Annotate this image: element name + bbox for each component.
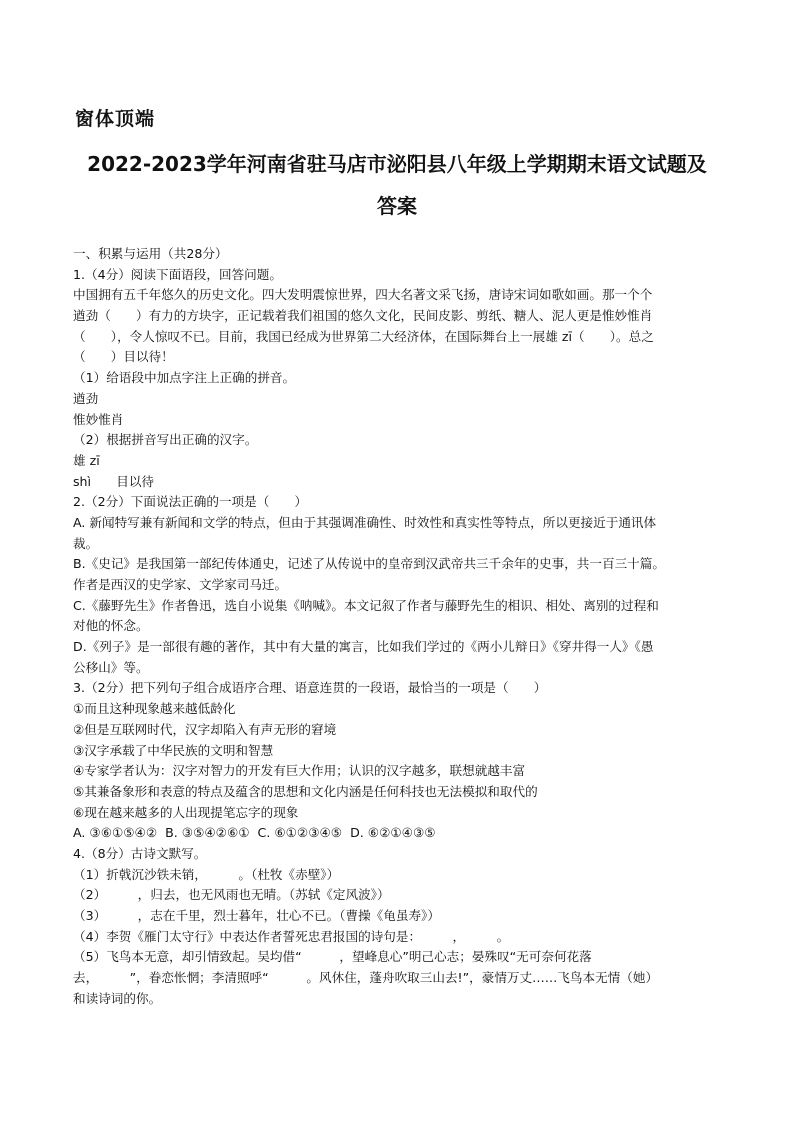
recitation-item: 去， ”，眷恋怅惘；李清照呼“ 。风休住，蓬舟吹取三山去!”，豪情万丈……飞鸟本无情（她） bbox=[73, 970, 659, 986]
passage-line: 遒劲（ ）有力的方块字，正记载着我们祖国的悠久文化，民间皮影、剪纸、糖人、泥人更是惟妙惟肖 bbox=[73, 308, 653, 324]
sentence-item: ②但是互联网时代，汉字却陷入有声无形的窘境 bbox=[73, 721, 337, 737]
passage-line: （ ），令人惊叹不已。目前，我国已经成为世界第二大经济体，在国际舞台上一展雄 zī（ ）。总之 bbox=[73, 328, 654, 344]
recitation-item: （1）折戟沉沙铁未销， 。（杜牧《赤壁》） bbox=[73, 866, 340, 882]
recitation-item: （4）李贺《雁门太守行》中表达作者誓死忠君报国的诗句是： ， 。 bbox=[73, 928, 510, 944]
sentence-item: ①而且这种现象越来越低龄化 bbox=[73, 701, 236, 717]
question-2-stem: 2.（2分）下面说法正确的一项是（ ） bbox=[73, 494, 308, 510]
option-line: 对他的怀念。 bbox=[73, 618, 149, 634]
answer-item: shì 目以待 bbox=[73, 473, 155, 489]
option-line: C.《藤野先生》作者鲁迅，选自小说集《呐喊》。本文记叙了作者与藤野先生的相识、相处、离别的过程和 bbox=[73, 597, 659, 613]
form-top-label: 窗体顶端 bbox=[75, 108, 156, 130]
sentence-item: ④专家学者认为：汉字对智力的开发有巨大作用；认识的汉字越多，联想就越丰富 bbox=[73, 763, 526, 779]
question-4-stem: 4.（8分）古诗文默写。 bbox=[73, 845, 207, 861]
answer-item: 遒劲 bbox=[73, 390, 99, 406]
passage-line: （ ）目以待！ bbox=[73, 349, 174, 365]
recitation-item: （3） ，志在千里，烈士暮年，壮心不已。（曹操《龟虽寿》） bbox=[73, 908, 440, 923]
sentence-item: ③汉字承载了中华民族的文明和智慧 bbox=[73, 742, 274, 758]
question-3-stem: 3.（2分）把下列句子组合成语序合理、语意连贯的一段语，最恰当的一项是（ ） bbox=[73, 680, 547, 696]
question-3-options: A. ③⑥①⑤④② B. ③⑤④②⑥① C. ⑥①②③④⑤ D. ⑥②①④③⑤ bbox=[73, 825, 436, 841]
sentence-item: ⑥现在越来越多的人出现提笔忘字的现象 bbox=[73, 804, 299, 820]
option-line: A. 新闻特写兼有新闻和文学的特点，但由于其强调准确性、时效性和真实性等特点，所以更接近于通讯体 bbox=[73, 514, 657, 530]
document-title-line-2: 答案 bbox=[377, 194, 417, 218]
recitation-item: 和读诗词的你。 bbox=[73, 990, 162, 1006]
option-line: 公移山》等。 bbox=[73, 659, 149, 675]
recitation-item: （2） ，归去，也无风雨也无晴。（苏轼《定风波》） bbox=[73, 887, 390, 903]
answer-item: 惟妙惟肖 bbox=[73, 411, 124, 427]
document-title-line-1: 2022-2023学年河南省驻马店市泌阳县八年级上学期期末语文试题及 bbox=[87, 152, 707, 176]
option-line: 作者是西汉的史学家、文学家司马迁。 bbox=[73, 577, 288, 592]
option-line: D.《列子》是一部很有趣的著作，其中有大量的寓言，比如我们学过的《两小儿辩日》《穿井得一人》《愚 bbox=[73, 639, 654, 655]
exam-body bbox=[73, 244, 728, 1009]
answer-item: 雄 zī bbox=[73, 452, 100, 468]
option-line: B.《史记》是我国第一部纪传体通史，记述了从传说中的皇帝到汉武帝共三千余年的史事，共一百三十篇。 bbox=[73, 556, 665, 572]
passage-line: 中国拥有五千年悠久的历史文化。四大发明震惊世界，四大名著文采飞扬，唐诗宋词如歌如画。那一个个 bbox=[73, 287, 653, 303]
sub-question: （2）根据拼音写出正确的汉字。 bbox=[73, 432, 258, 448]
option-line: 裁。 bbox=[73, 535, 99, 551]
recitation-item: （5）飞鸟本无意，却引情致起。吴均借“ ，望峰息心”明己心志；晏殊叹“无可奈何花落 bbox=[73, 949, 592, 965]
question-1-stem: 1.（4分）阅读下面语段，回答问题。 bbox=[73, 266, 282, 282]
sentence-item: ⑤其兼备象形和表意的特点及蕴含的思想和文化内涵是任何科技也无法模拟和取代的 bbox=[73, 783, 538, 799]
sub-question: （1）给语段中加点字注上正确的拼音。 bbox=[73, 370, 296, 386]
section-heading: 一、积累与运用（共28分） bbox=[73, 246, 228, 261]
